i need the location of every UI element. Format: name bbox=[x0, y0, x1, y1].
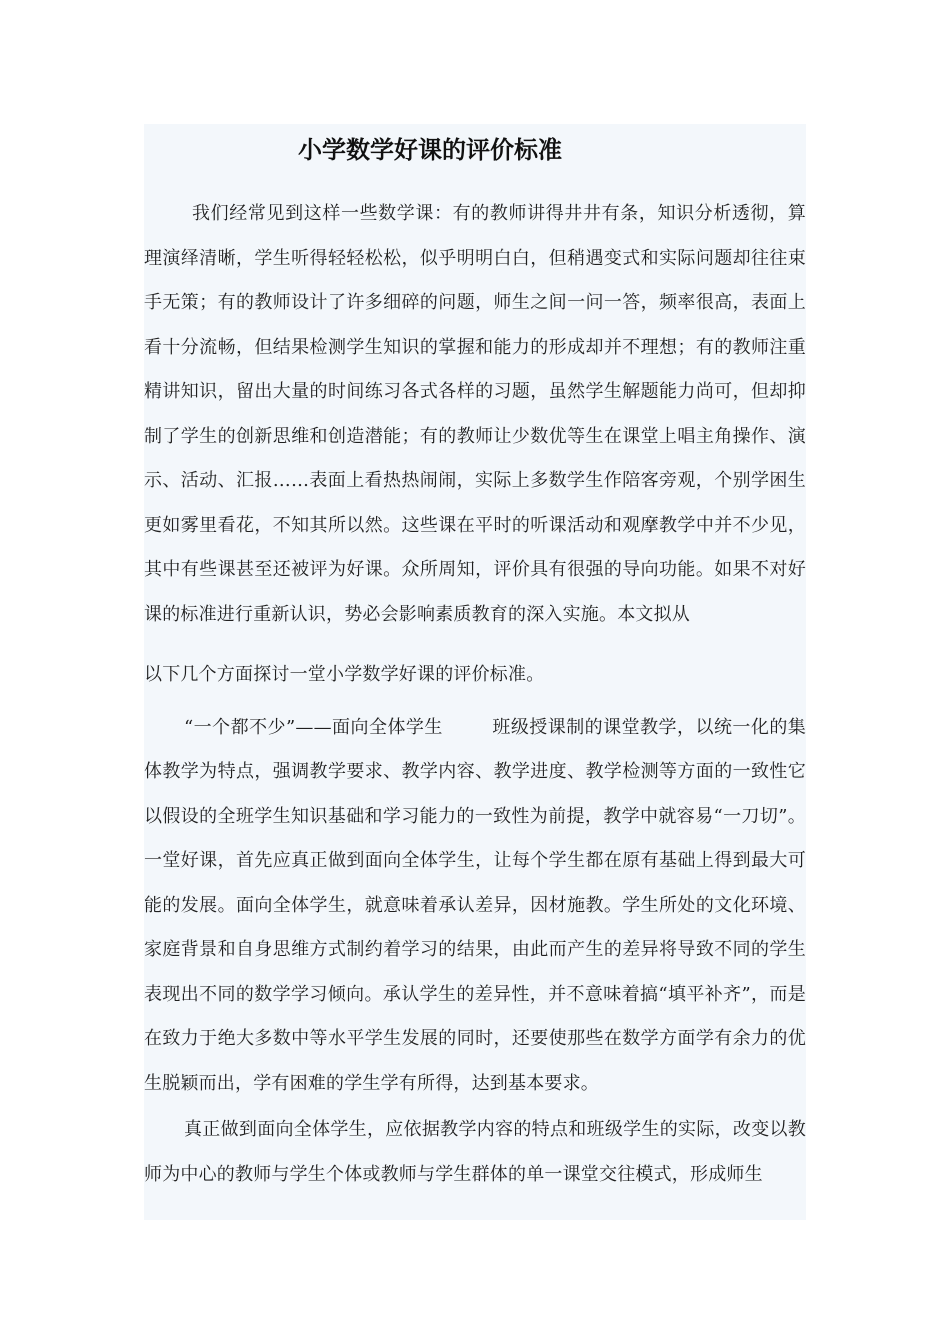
paragraph-section1 bbox=[144, 706, 806, 1107]
document-body bbox=[144, 124, 806, 1220]
section-body: 班级授课制的课堂教学，以统一化的集体教学为特点，强调教学要求、教学内容、教学进度、教学检测等方面的一致性它以假设的全班学生知识基础和学习能力的一致性为前提，教学中就容易“一刀切”。一堂好课，首先应真正做到面向全体学生，让每个学生都在原有基础上得到最大可能的发展。面向全体学生，就意味着承认差异，因材施教。学生所处的文化环境、家庭背景和自身思维方式制约着学习的结果，由此而产生的差异将导致不同的学生表现出不同的数学学习倾向。承认学生的差异性，并不意味着搞“填平补齐”，而是在致力于绝大多数中等水平学生发展的同时，还要使那些在数学方面学有余力的优生脱颖而出，学有困难的学生学有所得，达到基本要求。 bbox=[144, 716, 807, 1094]
paragraph-section1-continued: 真正做到面向全体学生，应依据教学内容的特点和班级学生的实际，改变以教师为中心的教师与学生个体或教师与学生群体的单一课堂交往模式，形成师生 bbox=[144, 1119, 806, 1185]
heading-spacer bbox=[443, 717, 493, 738]
document-title: 小学数学好课的评价标准 bbox=[298, 135, 562, 164]
section-heading: “一个都不少”——面向全体学生 bbox=[184, 716, 443, 738]
paragraph-intro: 我们经常见到这样一些数学课：有的教师讲得井井有条，知识分析透彻，算理演绎清晰，学生听得轻轻松松，似乎明明白白，但稍遇变式和实际问题却往往束手无策；有的教师设计了许多细碎的问题，师生之间一问一答，频率很高，表面上看十分流畅，但结果检测学生知识的掌握和能力的形成却并不理想；有的教师注重精讲知识，留出大量的时间练习各式各样的习题，虽然学生解题能力尚可，但却抑制了学生的创新思维和创造潜能；有的教师让少数优等生在课堂上唱主角操作、演示、活动、汇报……表面上看热热闹闹，实际上多数学生作陪客旁观，个别学困生更如雾里看花，不知其所以然。这些课在平时的听课活动和观摩教学中并不少见，其中有些课甚至还被评为好课。众所周知，评价具有很强的导向功能。如果不对好课的标准进行重新认识，势必会影响素质教育的深入实施。本文拟从 bbox=[144, 203, 806, 625]
paragraph-intro-tail: 以下几个方面探讨一堂小学数学好课的评价标准。 bbox=[144, 664, 545, 685]
